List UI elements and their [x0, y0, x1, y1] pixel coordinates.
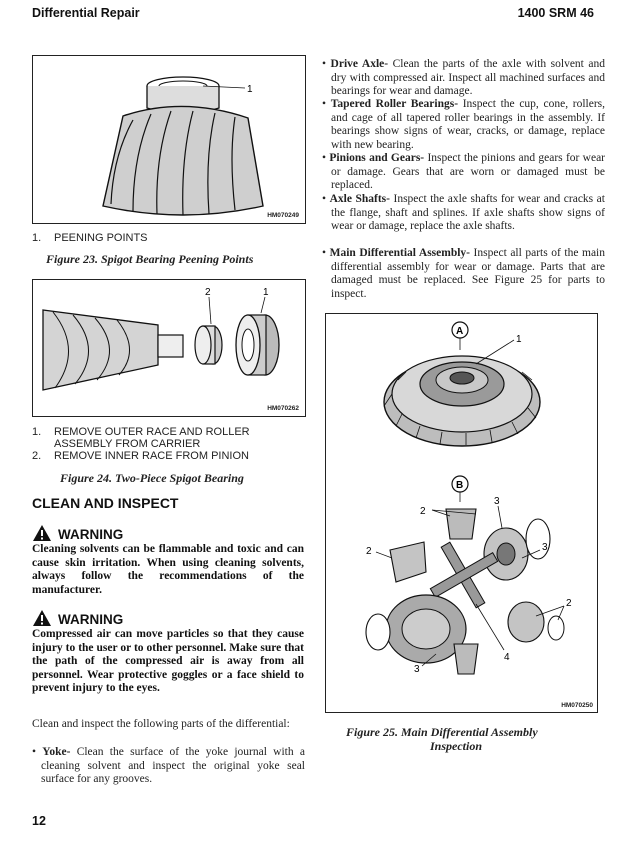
figure-25-callout-2a: 2: [420, 506, 426, 517]
section-header: Differential Repair: [32, 6, 140, 20]
figure-25-callout-3c: 3: [414, 664, 420, 675]
figure-25-callout-2b: 2: [366, 546, 372, 557]
figure-23-code: HM070249: [267, 212, 299, 219]
bullet-yoke: • Yoke- Clean the surface of the yoke journal with a cleaning solvent and inspect the original yoke seal surface for any grooves.: [32, 746, 305, 786]
two-piece-bearing-illustration: [33, 280, 305, 416]
bullet-tapered-roller-bearings: • Tapered Roller Bearings- Inspect the cup, cone, rollers, and cage of all tapered roller bearings in the assembly. If bearings show signs of wear, cracks, or damage, replace with new bearing.: [322, 98, 606, 151]
warning-2-text: Compressed air can move particles so that they cause injury to the user or to other personnel. Make sure that the path of the compressed air is away from all personnel. Wear protective goggles or a face shield to prevent injury to the eyes.: [32, 628, 304, 695]
bullet-axle-shafts: • Axle Shafts- Inspect the axle shafts for wear and cracks at the flange, shaft and splines. If axle shafts show signs of wear or damage, replace the axle shafts.: [322, 193, 605, 233]
figure-25-caption-line-1: Figure 25. Main Differential Assembly: [346, 725, 538, 739]
bullet-main-differential: • Main Differential Assembly- Inspect all parts of the main differential assembly for wear or damage. Parts that are damaged must be replaced. See Figure 25 for parts to inspect.: [322, 247, 605, 300]
figure-23-legend: 1. PEENING POINTS: [32, 232, 148, 244]
figure-24-callout-1: 1: [263, 287, 269, 298]
bullet-pinions-gears: • Pinions and Gears- Inspect the pinions and gears for wear or damage. Gears that are worn or damaged must be replaced.: [322, 152, 606, 192]
figure-25-callout-1: 1: [516, 334, 522, 345]
intro-paragraph: Clean and inspect the following parts of the differential:: [32, 718, 290, 730]
section-title: CLEAN AND INSPECT: [32, 495, 179, 511]
warning-2-heading: WARNING: [32, 609, 123, 627]
bullet-drive-axle: • Drive Axle- Clean the parts of the axle with solvent and dry with compressed air. Inspect all machined surfaces and bearings for wear and damage.: [322, 58, 605, 98]
figure-23-caption: Figure 23. Spigot Bearing Peening Points: [46, 252, 254, 266]
figure-25-callout-4: 4: [504, 652, 510, 663]
figure-25-callout-3b: 3: [542, 542, 548, 553]
figure-24-callout-2: 2: [205, 287, 211, 298]
figure-25-code: HM070250: [561, 702, 593, 709]
figure-23-frame: [32, 55, 306, 224]
warning-1-heading: WARNING: [32, 524, 123, 542]
figure-24-legend: 1. REMOVE OUTER RACE AND ROLLER ASSEMBLY FROM CARRIER 2. REMOVE INNER RACE FROM PINION: [32, 426, 250, 462]
figure-23-callout-1: 1: [247, 84, 253, 95]
figure-24-code: HM070262: [267, 405, 299, 412]
figure-24-caption: Figure 24. Two-Piece Spigot Bearing: [60, 471, 244, 485]
warning-triangle-icon: [32, 524, 52, 542]
figure-25-callout-3a: 3: [494, 496, 500, 507]
figure-25-label-b: B: [456, 480, 464, 491]
figure-25-callout-2c: 2: [566, 598, 572, 609]
figure-25-label-a: A: [456, 326, 464, 337]
spigot-bearing-illustration: [33, 56, 305, 223]
warning-1-text: Cleaning solvents can be flammable and toxic and can cause skin irritation. When using cleaning solvents, always follow the recommendations of the manufacturer.: [32, 543, 304, 596]
figure-24-frame: [32, 279, 306, 417]
main-differential-illustration: [326, 314, 597, 712]
page-number: 12: [32, 814, 46, 828]
warning-triangle-icon: [32, 609, 52, 627]
figure-25-frame: [325, 313, 598, 713]
figure-25-caption-line-2: Inspection: [430, 739, 483, 753]
document-id: 1400 SRM 46: [517, 6, 594, 20]
